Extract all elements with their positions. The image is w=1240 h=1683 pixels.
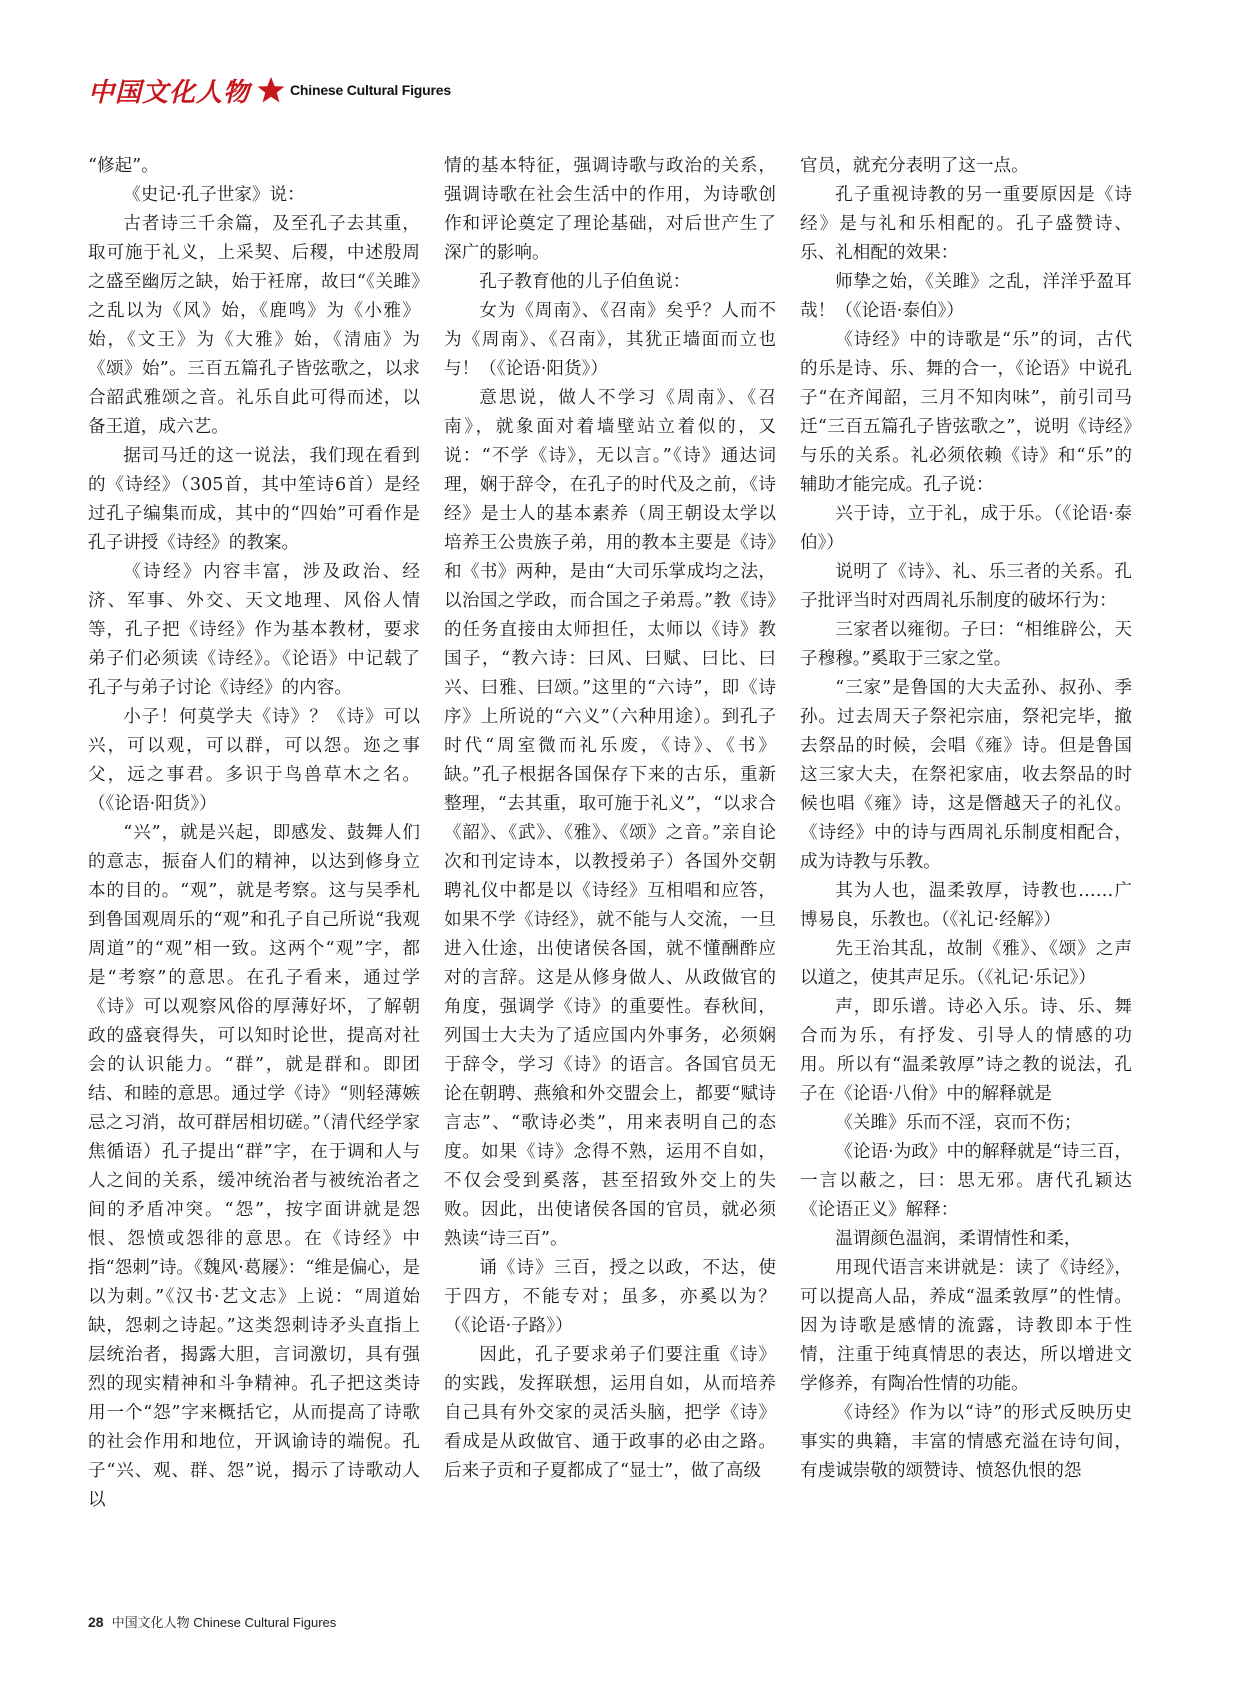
paragraph: 《史记·孔子世家》说： [123,185,305,205]
paragraph: “兴”，就是兴起，即感发、鼓舞人们的意志，振奋人们的精神，以达到修身立本的目的。“观”，就是考察。这与吴季札到鲁国观周乐的“观”和孔子自己所说“我观周道”的“观”相一致。这两个“观”字，都是“考察”的意思。在孔子看来，通过学《诗》可以观察风俗的厚薄好坏，了解朝政的盛衰得失，可以知时论世，提高对社会的认识能力。“群”，就是群和。即团结、和睦的意思。通过学《诗》“则轻薄嫉忌之习消，故可群居相切磋。”（清代经学家焦循语）孔子提出“群”字，在于调和人与人之间的关系，缓冲统治者与被统治者之间的矛盾冲突。“怨”，按字面讲就是怨恨、怨愤或怨徘的意思。在《诗经》中指“怨刺”诗。《魏风·葛屦》：“维是偏心，是以为刺。”《汉书·艺文志》上说：“周道始缺，怨刺之诗起。”这类怨刺诗矛头直指上层统治者，揭露大胆，言词激切，具有强烈的现实精神和斗争精神。孔子把这类诗用一个“怨”字来概括它，从而提高了诗歌的社会作用和地位，开讽谕诗的端倪。孔子“兴、观、群、怨”说，揭示了诗歌动人以 [88,823,420,1510]
paragraph: 孔子教育他的儿子伯鱼说： [479,272,691,292]
quote-paragraph: 温谓颜色温润，柔谓情性和柔， [835,1229,1082,1249]
paragraph: 据司马迁的这一说法，我们现在看到的《诗经》（305首，其中笙诗6首）是经过孔子编集而成，其中的“四始”可看作是孔子讲授《诗经》的教案。 [88,446,420,553]
quote-paragraph: 诵《诗》三百，授之以政，不达，使于四方，不能专对；虽多，亦奚以为？（《论语·子路》） [444,1258,776,1336]
paragraph: 情的基本特征，强调诗歌与政治的关系，强调诗歌在社会生活中的作用，为诗歌创作和评论奠定了理论基础，对后世产生了深广的影响。 [444,156,776,263]
paragraph: 说明了《诗》、礼、乐三者的关系。孔子批评当时对西周礼乐制度的破坏行为： [800,562,1132,611]
masthead-logo-en: Chinese Cultural Figures [290,82,451,98]
text-column-2 [444,152,776,1515]
quote-paragraph: 小子！何莫学夫《诗》？《诗》可以兴，可以观，可以群，可以怨。迩之事父，远之事君。多识于鸟兽草木之名。（《论语·阳货》） [88,707,420,814]
page-footer [88,1612,336,1631]
masthead-logo-cn: 中国文化人物 [88,77,251,108]
footer-title: 中国文化人物 Chinese Cultural Figures [111,1615,337,1630]
quote-paragraph: 兴于诗，立于礼，成于乐。（《论语·泰伯》） [800,504,1132,553]
paragraph: 用现代语言来讲就是：读了《诗经》，可以提高人品，养成“温柔敦厚”的性情。因为诗歌是感情的流露，诗教即本于性情，注重于纯真情思的表达，所以增进文学修养，有陶冶性情的功能。 [800,1258,1132,1394]
text-column-3 [800,152,1132,1515]
article-body [88,152,1132,1515]
paragraph: 孔子重视诗教的另一重要原因是《诗经》是与礼和乐相配的。孔子盛赞诗、乐、礼相配的效果： [800,185,1132,263]
paragraph: “修起”。 [88,156,159,176]
paragraph: 《诗经》内容丰富，涉及政治、经济、军事、外交、天文地理、风俗人情等，孔子把《诗经》作为基本教材，要求弟子们必须读《诗经》。《论语》中记载了孔子与弟子讨论《诗经》的内容。 [88,562,420,698]
quote-paragraph: 其为人也，温柔敦厚，诗教也……广博易良，乐教也。（《礼记·经解》） [800,881,1132,930]
text-column-1 [88,152,420,1515]
quote-paragraph: 先王治其乱，故制《雅》、《颂》之声以道之，使其声足乐。（《礼记·乐记》） [800,939,1132,988]
quote-paragraph: 女为《周南》、《召南》矣乎？人而不为《周南》、《召南》，其犹正墙面而立也与！（《论语·阳货》） [444,301,776,379]
paragraph: 《诗经》作为以“诗”的形式反映历史事实的典籍，丰富的情感充溢在诗句间，有虔诚崇敬的颂赞诗、愤怒仇恨的怨 [800,1403,1132,1481]
page-number: 28 [88,1614,104,1630]
quote-paragraph: 三家者以雍彻。子曰：“相维辟公，天子穆穆。”奚取于三家之堂。 [800,620,1132,669]
paragraph: 官员，就充分表明了这一点。 [800,156,1029,176]
quote-paragraph: 古者诗三千余篇，及至孔子去其重，取可施于礼义，上采契、后稷，中述殷周之盛至幽厉之缺，始于衽席，故曰“《关雎》之乱以为《风》始，《鹿鸣》为《小雅》始，《文王》为《大雅》始，《清庙》为《颂》始”。三百五篇孔子皆弦歌之，以求合韶武雅颂之音。礼乐自此可得而述，以备王道，成六艺。 [88,214,420,437]
paragraph: “三家”是鲁国的大夫孟孙、叔孙、季孙。过去周天子祭祀宗庙，祭祀完毕，撤去祭品的时候，会唱《雍》诗。但是鲁国这三家大夫，在祭祀家庙，收去祭品的时候也唱《雍》诗，这是僭越天子的礼仪。《诗经》中的诗与西周礼乐制度相配合，成为诗教与乐教。 [800,678,1132,872]
masthead [88,72,451,108]
paragraph: 《论语·为政》中的解释就是“诗三百，一言以蔽之，曰：思无邪。唐代孔颖达《论语正义》解释： [800,1142,1132,1220]
quote-paragraph: 师挚之始，《关雎》之乱，洋洋乎盈耳哉！（《论语·泰伯》） [800,272,1132,321]
quote-paragraph: 《关雎》乐而不淫，哀而不伤； [835,1113,1082,1133]
paragraph: 声，即乐谱。诗必入乐。诗、乐、舞合而为乐，有抒发、引导人的情感的功用。所以有“温柔敦厚”诗之教的说法，孔子在《论语·八佾》中的解释就是 [800,997,1132,1104]
red-star-icon [256,75,286,105]
paragraph: 因此，孔子要求弟子们要注重《诗》的实践，发挥联想，运用自如，从而培养自己具有外交家的灵活头脑，把学《诗》看成是从政做官、通于政事的必由之路。后来子贡和子夏都成了“显士”，做了高级 [444,1345,776,1481]
paragraph: 意思说，做人不学习《周南》、《召南》，就象面对着墙壁站立着似的，又说：“不学《诗》，无以言。”《诗》通达词理，娴于辞令，在孔子的时代及之前，《诗经》是士人的基本素养（周王朝设太学以培养王公贵族子弟，用的教本主要是《诗》和《书》两种，是由“大司乐掌成均之法，以治国之学政，而合国之子弟焉。”教《诗》的任务直接由太师担任，太师以《诗》教国子，“教六诗：曰风、曰赋、曰比、曰兴、曰雅、曰颂。”这里的“六诗”，即《诗序》上所说的“六义”（六种用途）。到孔子时代“周室微而礼乐废，《诗》、《书》缺。”孔子根据各国保存下来的古乐，重新整理，“去其重，取可施于礼义”，“以求合《韶》、《武》、《雅》、《颂》之音。”亲自论次和刊定诗本，以教授弟子）各国外交朝聘礼仪中都是以《诗经》互相唱和应答，如果不学《诗经》，就不能与人交流，一旦进入仕途，出使诸侯各国，就不懂酬酢应对的言辞。这是从修身做人、从政做官的角度，强调学《诗》的重要性。春秋间，列国士大夫为了适应国内外事务，必须娴于辞令，学习《诗》的语言。各国官员无论在朝聘、燕飨和外交盟会上，都要“赋诗言志”、“歌诗必类”，用来表明自己的态度。如果《诗》念得不熟，运用不自如，不仅会受到奚落，甚至招致外交上的失败。因此，出使诸侯各国的官员，就必须熟读“诗三百”。 [444,388,776,1249]
paragraph: 《诗经》中的诗歌是“乐”的词，古代的乐是诗、乐、舞的合一，《论语》中说孔子“在齐闻韶，三月不知肉味”，前引司马迁“三百五篇孔子皆弦歌之”，说明《诗经》与乐的关系。礼必须依赖《诗》和“乐”的辅助才能完成。孔子说： [800,330,1132,495]
